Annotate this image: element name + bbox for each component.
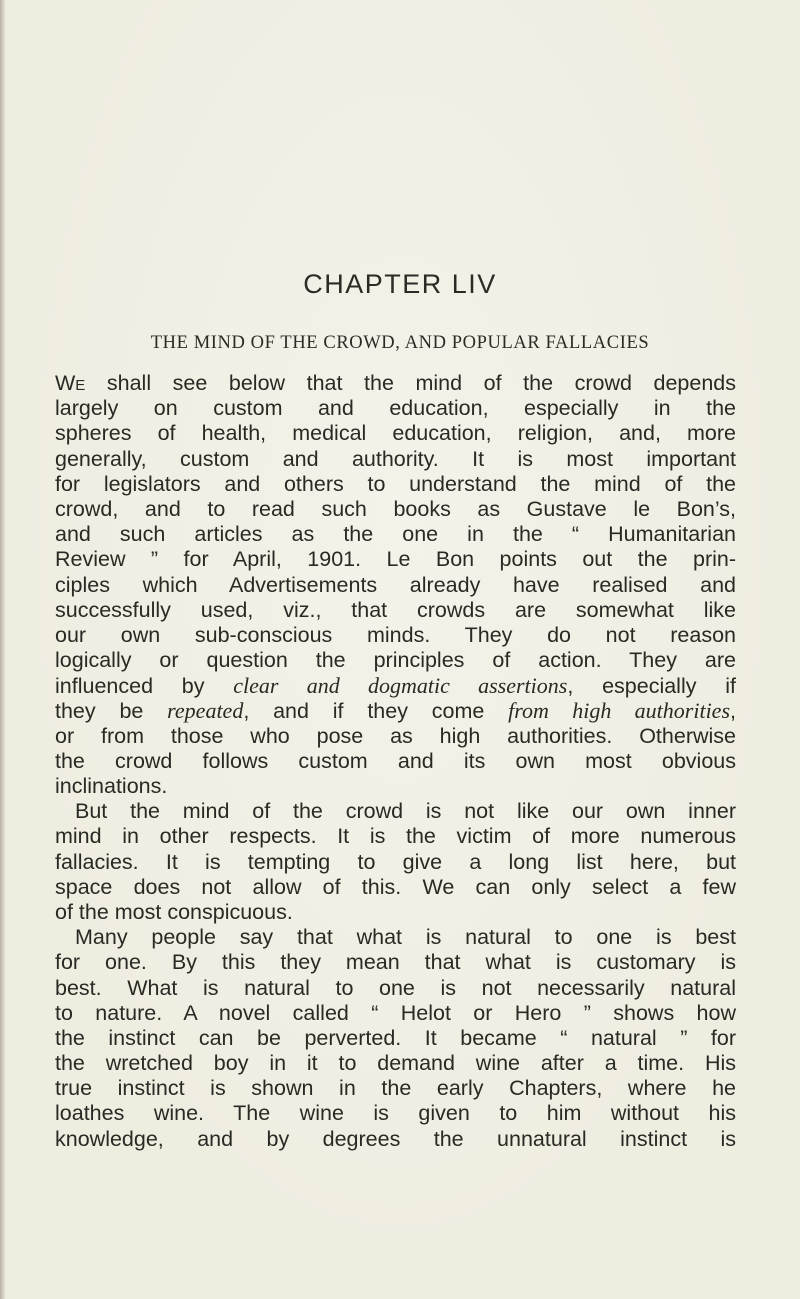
text-segment: for legislators and others to understand the mind of the xyxy=(55,471,736,496)
body-text xyxy=(55,371,736,1152)
italic-text: clear and dogmatic assertions xyxy=(233,673,568,699)
text-segment: Many people say that what is natural to one is best xyxy=(75,925,736,950)
text-segment: , xyxy=(730,699,736,724)
text-segment: they be xyxy=(55,699,168,724)
text-segment: space does not allow of this. We can only select a few xyxy=(55,874,736,899)
paragraph xyxy=(55,799,736,925)
text-line xyxy=(55,1026,736,1051)
text-segment: inclinations. xyxy=(55,774,168,798)
text-line xyxy=(55,1127,736,1152)
text-line xyxy=(55,396,736,421)
text-line xyxy=(55,421,736,446)
text-segment: influenced by xyxy=(55,674,234,699)
text-line xyxy=(55,698,736,723)
text-segment: , and if they come xyxy=(243,699,509,724)
text-line xyxy=(55,573,736,598)
text-segment: generally, custom and authority. It is most important xyxy=(55,446,736,471)
text-segment: , especially if xyxy=(567,674,736,699)
chapter-subtitle: THE MIND OF THE CROWD, AND POPULAR FALLACIES xyxy=(150,333,650,353)
text-line xyxy=(55,925,736,950)
italic-text: repeated xyxy=(167,698,244,724)
text-line xyxy=(55,724,736,749)
text-line xyxy=(55,1101,736,1126)
small-caps-text: We xyxy=(55,371,86,395)
text-line xyxy=(55,1001,736,1026)
text-line xyxy=(55,447,736,472)
text-segment: or from those who pose as high authorities. Otherwise xyxy=(55,723,736,748)
text-segment: mind in other respects. It is the victim of more numerous xyxy=(55,824,736,849)
text-segment: logically or question the principles of action. They are xyxy=(55,648,736,673)
text-segment: ciples which Advertisements already have realised and xyxy=(55,572,736,597)
text-segment: of the most conspicuous. xyxy=(55,899,293,924)
chapter-title: CHAPTER LIV xyxy=(303,269,497,299)
text-segment: crowd, and to read such books as Gustave le Bon’s, xyxy=(55,496,736,521)
text-line xyxy=(55,976,736,1001)
text-line xyxy=(55,1076,736,1101)
text-line xyxy=(55,648,736,673)
text-line xyxy=(55,547,736,572)
text-segment: loathes wine. The wine is given to him without his xyxy=(55,1101,736,1126)
text-segment: the crowd follows custom and its own most obvious xyxy=(55,748,736,773)
text-segment: the wretched boy in it to demand wine after a time. His xyxy=(55,1051,736,1076)
text-line xyxy=(55,799,736,824)
text-line xyxy=(55,623,736,648)
text-line xyxy=(55,1051,736,1076)
text-line xyxy=(55,875,736,900)
text-segment: and such articles as the one in the “ Humanitarian xyxy=(55,522,736,547)
text-line xyxy=(55,900,736,925)
text-segment: fallacies. It is tempting to give a long list here, but xyxy=(55,849,736,874)
text-segment: knowledge, and by degrees the unnatural instinct is xyxy=(55,1126,736,1151)
text-segment: best. What is natural to one is not necessarily natural xyxy=(55,975,736,1000)
text-line xyxy=(55,824,736,849)
text-segment: true instinct is shown in the early Chapters, where he xyxy=(55,1076,736,1101)
text-segment: But the mind of the crowd is not like our own inner xyxy=(75,799,736,824)
text-line xyxy=(55,950,736,975)
text-segment: spheres of health, medical education, religion, and, more xyxy=(55,421,736,446)
text-line xyxy=(55,472,736,497)
page-binding-shadow xyxy=(0,0,6,1299)
text-line xyxy=(55,497,736,522)
text-segment: Review ” for April, 1901. Le Bon points out the prin- xyxy=(55,547,736,572)
text-line xyxy=(55,774,736,799)
italic-text: from high authorities xyxy=(508,698,731,724)
paragraph xyxy=(55,371,736,799)
text-line xyxy=(55,371,736,396)
text-segment: our own sub-conscious minds. They do not reason xyxy=(55,622,736,647)
text-segment: the instinct can be perverted. It became “ natural ” for xyxy=(55,1025,736,1050)
text-line xyxy=(55,749,736,774)
text-segment: to nature. A novel called “ Helot or Hero ” shows how xyxy=(55,1000,736,1025)
text-segment: largely on custom and education, especially in the xyxy=(55,396,736,421)
text-segment: for one. By this they mean that what is customary is xyxy=(55,950,736,975)
text-line xyxy=(55,673,736,698)
text-line xyxy=(55,522,736,547)
text-segment: shall see below that the mind of the crowd depends xyxy=(85,371,736,395)
paragraph xyxy=(55,925,736,1152)
text-line xyxy=(55,598,736,623)
text-line xyxy=(55,850,736,875)
text-segment: successfully used, viz., that crowds are somewhat like xyxy=(55,597,736,622)
